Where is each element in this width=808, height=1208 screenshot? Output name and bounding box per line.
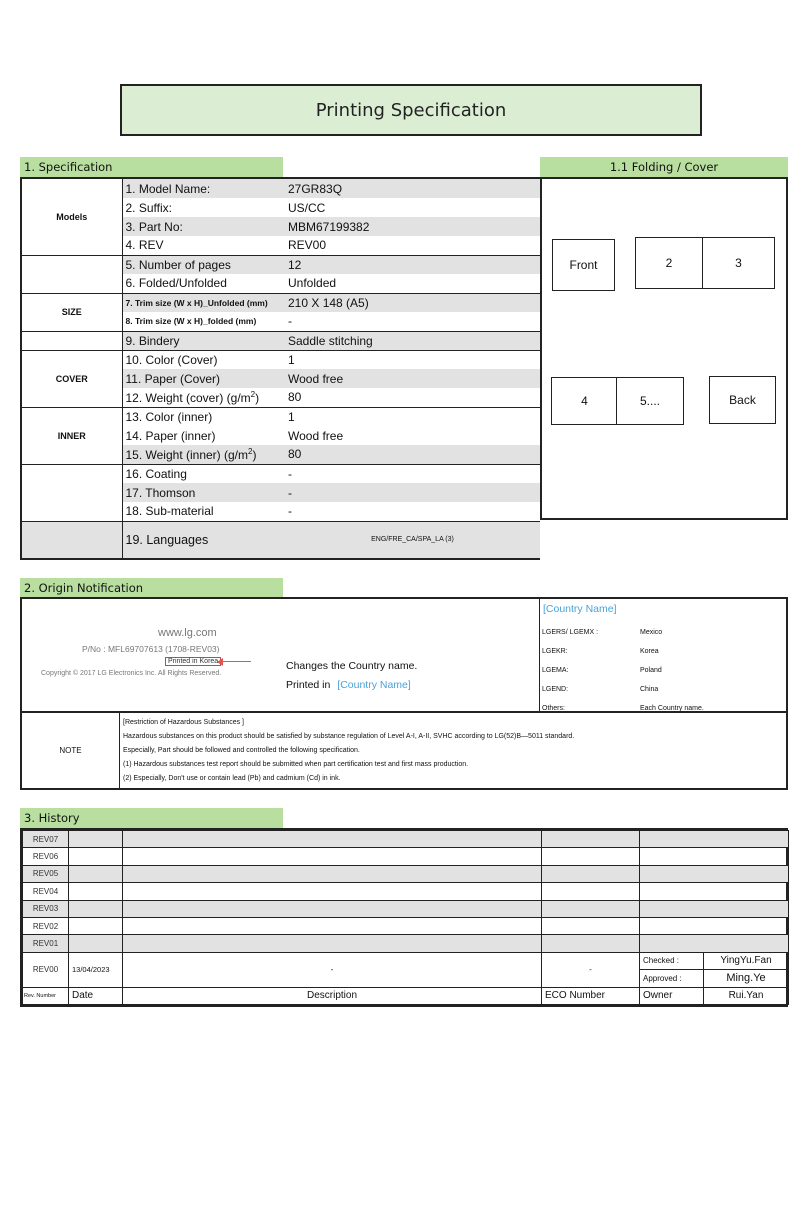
spec-key: 6. Folded/Unfolded [125, 276, 227, 291]
table-row: REV01 [23, 935, 789, 952]
spec-key: 8. Trim size (W x H)_folded (mm) [125, 316, 257, 327]
spec-value: 80 [288, 390, 302, 405]
history-heading: 3. History [20, 808, 283, 828]
spec-key: 4. REV [125, 238, 164, 253]
spec-key: 17. Thomson [122, 483, 285, 502]
spec-value: 1 [285, 407, 540, 426]
spec-value: MBM67199382 [285, 217, 540, 236]
spec-value: 80 [285, 445, 540, 464]
table-row: REV02 [23, 917, 789, 934]
spec-key: 19. Languages [122, 521, 285, 558]
spec-key: 9. Bindery [122, 331, 285, 350]
fold-panel-4: 4 [551, 377, 618, 425]
country-row: LGEMA: Poland [542, 667, 662, 674]
page-title [120, 84, 702, 136]
country-list [542, 623, 788, 718]
spec-value: Saddle stitching [285, 331, 540, 350]
fold-panel-2: 2 [635, 237, 703, 289]
spec-value: 27GR83Q [285, 179, 540, 198]
spec-value: Unfolded [288, 276, 337, 291]
table-row: REV05 [23, 865, 789, 882]
specification-heading: 1. Specification [20, 157, 283, 177]
group-blank [22, 255, 122, 293]
spec-key: 18. Sub-material [125, 504, 214, 519]
group-size: SIZE [22, 293, 122, 331]
spec-value: 210 X 148 (A5) [285, 293, 540, 312]
arrow-icon [219, 661, 251, 662]
spec-value: - [288, 504, 292, 519]
folding-panel [540, 177, 788, 520]
table-row: Approved : Ming.Ye [23, 970, 789, 987]
spec-value: Wood free [288, 428, 344, 443]
country-row: LGEND: China [542, 686, 659, 693]
spec-value: - [285, 464, 540, 483]
divider [539, 597, 540, 713]
spec-key: 16. Coating [122, 464, 285, 483]
spec-value: ENG/FRE_CA/SPA_LA (3) [285, 521, 540, 558]
group-inner: INNER [22, 407, 122, 464]
printed-in-korea-box: Printed in Korea [165, 657, 221, 666]
spec-value: - [285, 483, 540, 502]
table-row: REV03 [23, 900, 789, 917]
origin-notification [20, 597, 788, 713]
spec-value: REV00 [288, 238, 327, 253]
spec-key: 1. Model Name: [122, 179, 285, 198]
spec-value: Wood free [285, 369, 540, 388]
spec-key: 11. Paper (Cover) [122, 369, 285, 388]
spec-key: 2. Suffix: [125, 200, 172, 215]
printed-in-label: Printed in [Country Name] [286, 679, 411, 691]
country-name-header: [Country Name] [543, 603, 617, 615]
specification-table [20, 177, 540, 560]
table-row: REV07 [23, 831, 789, 848]
part-number-label: P/No : MFL69707613 (1708-REV03) [82, 644, 220, 654]
arrow-head-icon [217, 658, 223, 666]
note-box [20, 711, 788, 790]
fold-panel-back: Back [709, 376, 776, 424]
spec-key: 12. Weight (cover) $(g/m^2)$ [125, 389, 260, 405]
table-row: REV04 [23, 883, 789, 900]
note-text: [Restriction of Hazardous Substances ] Hazardous substances on this product should be satisfied by substance regulation of Level A-I, A-II, SVHC according to LG(52)B—5011 standard. Especially, Part should be followed and controlled the following specification. (1) Hazardous substances test report should be submitted when part certification test and first mass production. (2) Especially, Don't use or contain lead (Pb) and cadmium (Cd) in ink. [123, 719, 575, 782]
folding-cover-heading: 1.1 Folding / Cover [540, 157, 788, 177]
page-title-text: Printing Specification [315, 99, 507, 121]
spec-key: 10. Color (Cover) [122, 350, 285, 369]
spec-key: 14. Paper (inner) [125, 428, 216, 443]
table-row: REV06 [23, 848, 789, 865]
history-table [20, 828, 788, 1007]
spec-key: 7. Trim size (W x H)_Unfolded (mm) [122, 293, 285, 312]
spec-key: 5. Number of pages [122, 255, 285, 274]
change-note: Changes the Country name. [286, 660, 418, 672]
origin-heading: 2. Origin Notification [20, 578, 283, 598]
table-row: Rev. Number Date Description ECO Number Owner Rui.Yan [23, 987, 789, 1004]
spec-value: US/CC [288, 200, 326, 215]
country-row: Others: Each Country name. [542, 705, 704, 712]
spec-value: 12 [285, 255, 540, 274]
country-row: LGEKR: Korea [542, 648, 659, 655]
table-row: REV00 13/04/2023 - - Checked : YingYu.Fan [23, 952, 789, 969]
note-label: NOTE [22, 713, 120, 788]
group-blank [22, 521, 122, 558]
lg-url: www.lg.com [158, 627, 217, 639]
spec-key: 13. Color (inner) [122, 407, 285, 426]
fold-panel-3: 3 [702, 237, 775, 289]
spec-key: 3. Part No: [122, 217, 285, 236]
spec-value: - [288, 314, 292, 329]
group-blank [22, 331, 122, 350]
group-blank [22, 464, 122, 521]
fold-panel-front: Front [552, 239, 615, 291]
copyright-text: Copyright © 2017 LG Electronics Inc. All Rights Reserved. [41, 670, 222, 677]
group-cover: COVER [22, 350, 122, 407]
country-row: LGERS/ LGEMX : Mexico [542, 629, 663, 636]
fold-panel-5: 5.... [616, 377, 684, 425]
spec-value: 1 [285, 350, 540, 369]
group-models: Models [22, 179, 122, 255]
spec-key: 15. Weight (inner) $(g/m^2)$ [122, 445, 285, 464]
